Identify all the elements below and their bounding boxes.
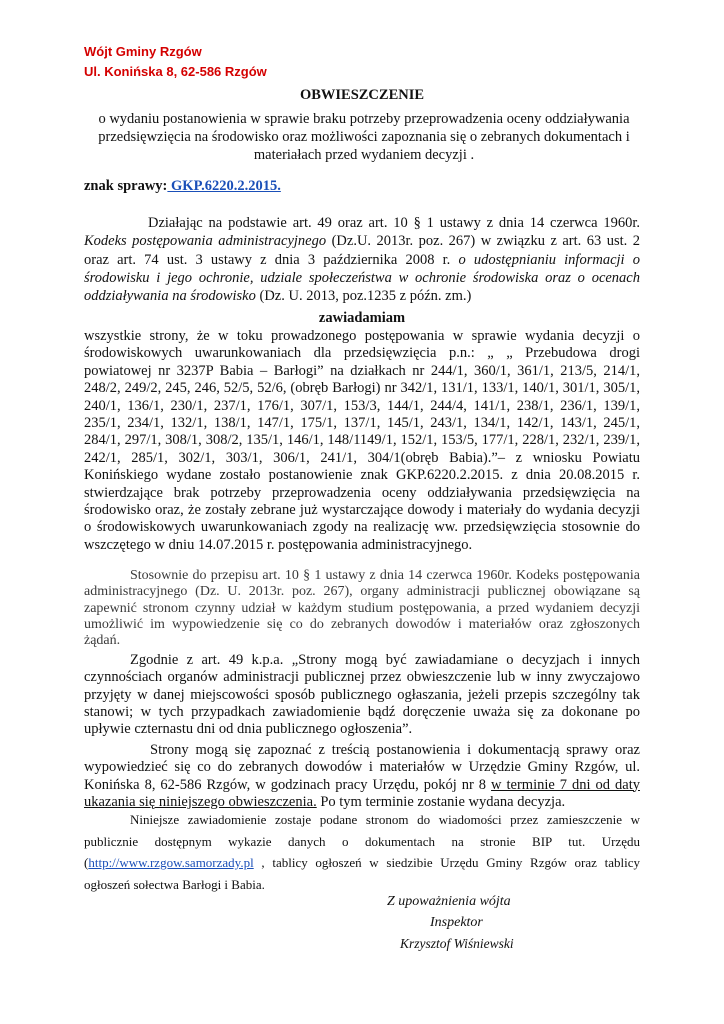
publication-paragraph <box>84 809 640 895</box>
legal-basis-text-e: (Dz. U. 2013, poz.1235 z późn. zm.) <box>255 288 472 305</box>
legal-basis-paragraph <box>84 214 640 305</box>
kpa-article-49-paragraph: Zgodnie z art. 49 k.p.a. „Strony mogą być zawiadamiane o decyzjach i innych czynnościach organów administracji publicznej przez obwieszczenie lub w inny zwyczajowo przyjęty w danej miejscowości sposób publicznego ogłaszania, jeżeli przepis szczególny tak stanowi; w tych przypadkach zawiadomienie bądź doręczenie uważa się za dokonane po upływie czternastu dni od dnia publicznego ogłoszenia”. <box>84 652 640 738</box>
case-reference-label: znak sprawy: <box>84 178 168 194</box>
document-title: OBWIESZCZENIE <box>299 87 425 103</box>
notify-heading: zawiadamiam <box>318 310 406 326</box>
access-paragraph <box>84 742 640 811</box>
publication-text-a: Niniejsze zawiadomienie zostaje podane stronom do wiadomości przez zamieszczenie w publicznie dostępnym wykazie danych o dokumentach na stronie BIP tut. Urzędu ( <box>84 812 640 870</box>
issuer-name: Wójt Gminy Rzgów <box>84 44 202 59</box>
publication-text-c: , tablicy ogłoszeń w siedzibie Urzędu Gminy Rzgów oraz tablicy ogłoszeń sołectwa Barłogi i Babia. <box>84 855 640 892</box>
document-subtitle: o wydaniu postanowienia w sprawie braku potrzeby przeprowadzenia oceny oddziaływania przedsięwzięcia na środowisko oraz możliwości zapoznania się o zebranych dokumentach i materiałach przed wydaniem decyzji . <box>98 111 630 163</box>
kpa-article-10-paragraph: Stosownie do przepisu art. 10 § 1 ustawy z dnia 14 czerwca 1960r. Kodeks postępowania administracyjnego (Dz. U. 2013r. poz. 267), organy administracji publicznej obowiązane są zapewnić stronom czynny udział w każdym studium postępowania, a przed wydaniem decyzji umożliwić im wypowiedzenie się co do zebranych dowodów i materiałów oraz zgłoszonych żądań. <box>84 568 640 649</box>
deadline-text: w terminie 7 dni od daty ukazania się niniejszego obwieszczenia. <box>84 776 640 810</box>
access-text-a: Strony mogą się zapoznać z treścią postanowienia i dokumentacją sprawy oraz wypowiedzieć się co do zebranych dowodów i materiałów w Urzędzie Gminy Rzgów, ul. Konińska 8, 62-586 Rzgów, w godzinach pracy Urzędu, pokój nr 8 <box>84 742 640 793</box>
signature-name: Krzysztof Wiśniewski <box>400 936 514 951</box>
signature-position: Inspektor <box>430 915 483 930</box>
legal-basis-text-c: (Dz.U. 2013r. poz. 267) w związku z art. 63 ust. 2 oraz art. 74 ust. 3 ustawy z dnia 3 października 2008 r. <box>84 233 641 268</box>
bip-link[interactable]: http://www.rzgow.samorzady.pl <box>88 855 254 870</box>
case-reference-number: GKP.6220.2.2015. <box>167 178 281 194</box>
signature-authorization: Z upoważnienia wójta <box>387 894 511 909</box>
issuer-address: Ul. Konińska 8, 62-586 Rzgów <box>84 64 267 79</box>
act-title: o udostępnianiu informacji o środowisku i jego ochronie, udziale społeczeństwa w ochronie środowiska oraz o ocenach oddziaływania na środowisko <box>84 251 640 305</box>
legal-basis-text-a: Działając na podstawie art. 49 oraz art. 10 § 1 ustawy z dnia 14 czerwca 1960r. <box>148 215 640 231</box>
kpa-title: Kodeks postępowania administracyjnego <box>84 233 327 250</box>
case-reference <box>84 178 281 195</box>
notification-paragraph: wszystkie strony, że w toku prowadzonego postępowania w sprawie wydania decyzji o środowiskowych uwarunkowaniach dla przedsięwzięcia p.n.: „ „ Przebudowa drogi powiatowej nr 3237P Babia – Barłogi” na działkach nr 244/1, 360/1, 361/1, 213/5, 214/1, 248/2, 249/2, 245, 246, 52/5, 52/6, (obręb Barłogi) nr 342/1, 131/1, 133/1, 140/1, 301/1, 305/1, 240/1, 136/1, 230/1, 237/1, 176/1, 307/1, 153/3, 144/1, 244/4, 141/1, 238/1, 236/1, 139/1, 235/1, 234/1, 132/1, 138/1, 147/1, 175/1, 137/1, 145/1, 243/1, 134/1, 142/1, 143/1, 245/1, 284/1, 297/1, 308/1, 308/2, 135/1, 146/1, 148/1149/1, 152/1, 153/5, 177/1, 228/1, 232/1, 239/1, 242/1, 285/1, 302/1, 303/1, 306/1, 241/1, 304/1(obręb Babia).”– z wniosku Powiatu Konińskiego wydane zostało postanowienie znak GKP.6220.2.2015. z dnia 20.08.2015 r. stwierdzające brak potrzeby przeprowadzenia oceny oddziaływania przedsięwzięcia na środowisko oraz, że zostały zebrane już wystarczające dowody i materiały do wydania decyzji o środowiskowych uwarunkowaniach zgody na realizację ww. przedsięwzięcia stosownie do wszczętego w dniu 14.07.2015 r. postępowania administracyjnego. <box>84 328 640 553</box>
access-text-c: Po tym terminie zostanie wydana decyzja. <box>316 793 566 810</box>
